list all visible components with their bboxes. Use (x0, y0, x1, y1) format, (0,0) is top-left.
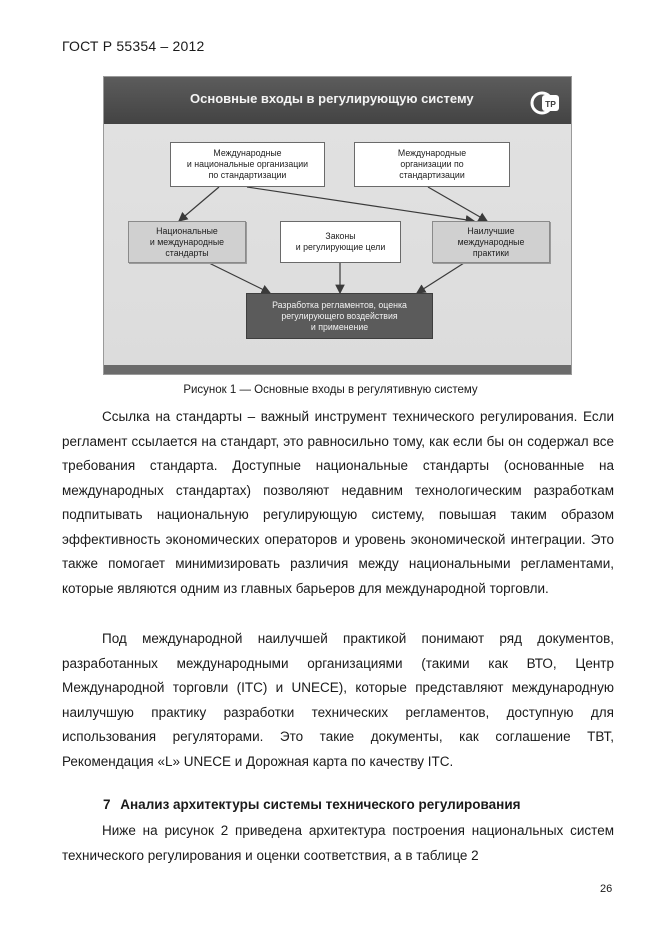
logo-text: ТР (545, 99, 556, 109)
arrow-orgs-to-bestpractice (247, 187, 474, 221)
box-line: по стандартизации (208, 170, 287, 180)
box-line: Разработка регламентов, оценка (272, 299, 407, 310)
arrow-standards-to-development (209, 263, 270, 293)
document-header: ГОСТ Р 55354 – 2012 (62, 38, 205, 54)
box-line: и регулирующие цели (295, 242, 386, 252)
box-intl-orgs (354, 142, 510, 187)
section-heading (103, 797, 521, 812)
figure-diagram (103, 76, 572, 375)
page-number: 26 (600, 883, 613, 895)
box-line: Международные (397, 148, 467, 158)
figure-bottom-bar (104, 365, 571, 374)
paragraph-best-practice: Под международной наилучшей практикой понимают ряд документов, разработанных международными организациями (такими как ВТО, Центр Международной торговли (ITC) и UNECE), которые представляют международную наилучшую практику разработки технических регламентов, доступную для использования регуляторами. Это такие документы, как соглашение ТВТ, Рекомендация «L» UNECE и Дорожная карта по качеству ITC. (62, 631, 614, 769)
box-best-practice (432, 221, 550, 263)
arrow-bestpractice-to-development (417, 263, 464, 293)
box-line: регулирующего воздействия (281, 310, 398, 321)
paragraph-standards: Ссылка на стандарты – важный инструмент технического регулирования. Если регламент ссылается на стандарт, это равносильно тому, как если бы он содержал все требования стандарта. Доступные национальные стандарты (основанные на международных стандартах) позволяют недавним технологическим разработкам подпитывать национальную регулирующую систему, повышая таким образом эффективность экономических операторов и уровень экономической интеграции. Это также помогает минимизировать различия между национальными регламентами, которые являются одним из главных барьеров для международной торговли. (62, 409, 614, 596)
box-line: практики (472, 247, 510, 258)
figure-caption: Рисунок 1 — Основные входы в регулятивную систему (183, 384, 478, 396)
box-line: Наилучшие (467, 225, 515, 236)
box-line: международные (457, 236, 525, 247)
box-development (246, 293, 433, 339)
box-line: организации по (400, 159, 464, 169)
section-title: Анализ архитектуры системы технического регулирования (120, 797, 521, 812)
box-line: и применение (310, 321, 369, 332)
box-line: Международные (213, 148, 282, 158)
box-line: Национальные (156, 225, 218, 236)
section-number: 7 (103, 797, 111, 812)
figure-title: Основные входы в регулирующую систему (190, 91, 474, 106)
box-intl-national-orgs (170, 142, 325, 187)
paragraph-section-intro: Ниже на рисунок 2 приведена архитектура построения национальных систем технического регулирования и оценки соответствия, а в таблице 2 (62, 823, 614, 863)
box-line: и международные (149, 236, 225, 247)
box-line: и национальные организации (186, 159, 309, 169)
box-line: стандартизации (399, 170, 465, 180)
box-line: стандарты (165, 247, 209, 258)
arrow-orgs-to-standards (179, 187, 219, 221)
box-standards (128, 221, 246, 263)
box-line: Законы (325, 231, 356, 241)
box-laws (280, 221, 401, 263)
